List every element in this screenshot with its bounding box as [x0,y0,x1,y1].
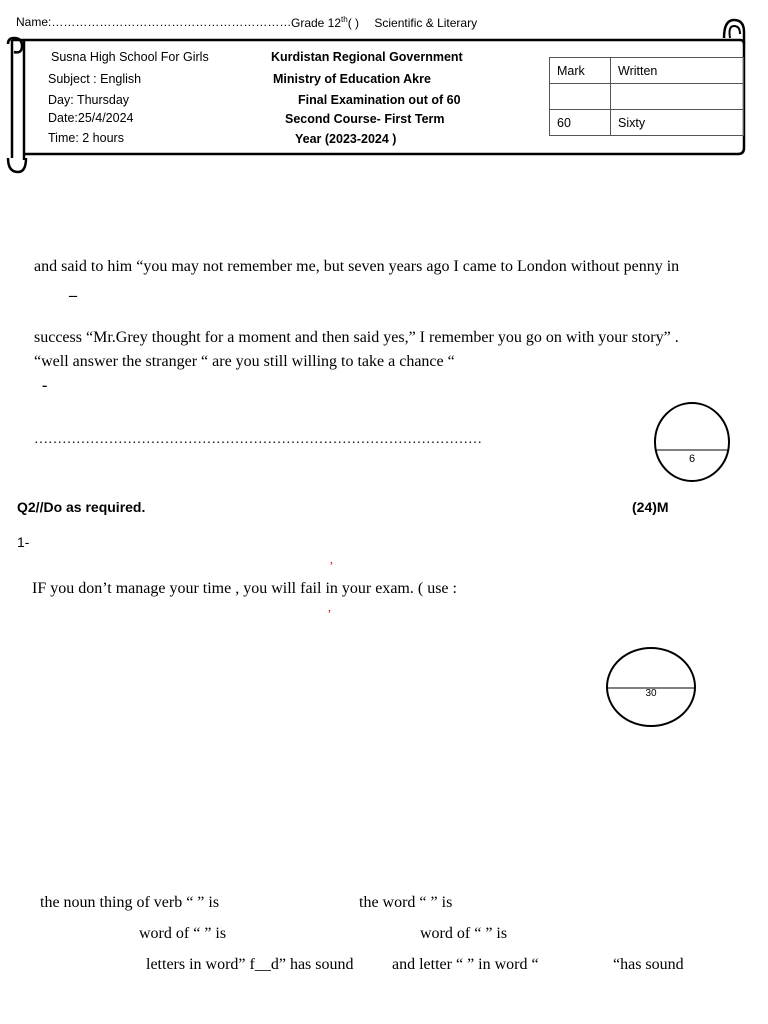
score-circle-shape [606,647,696,727]
day-label: Day: Thursday [48,93,130,107]
vocab-line-a2: the word “ ” is [359,894,453,911]
table-row [550,84,744,110]
passage-dash-1: – [69,287,77,304]
red-comma-mark: , [330,552,333,566]
mark-cell: 60 [550,110,611,136]
year-title: Year (2023-2024 ) [295,132,397,146]
grade-superscript: th [341,15,348,24]
passage-line-1: and said to him “you may not remember me, but seven years ago I came to London without penny in [34,258,680,275]
answer-dotted-line: …………………………………………………………………………………… [34,432,482,447]
score-circle-1 [654,402,730,482]
course-title: Second Course- First Term [285,112,445,126]
written-cell: Sixty [611,110,744,136]
written-header: Written [611,58,744,84]
passage-dash-2: - [42,377,48,394]
mark-header: Mark [550,58,611,84]
marks-table [549,57,744,136]
government-title: Kurdistan Regional Government [271,50,463,64]
score-circle-2 [606,647,696,727]
vocab-line-c2: and letter “ ” in word “ [392,956,539,973]
school-name: Susna High School For Girls [51,50,209,64]
passage-line-2: success “Mr.Grey thought for a moment and then said yes,” I remember you go on with your story” . [34,329,679,346]
q2-title: Q2//Do as required. [17,499,146,515]
written-cell [611,84,744,110]
time-label: Time: 2 hours [48,131,124,145]
score-circle-value: 30 [645,688,657,699]
grade-paren: ( ) [347,16,360,30]
subject-label: Subject : English [48,72,142,86]
vocab-line-c1: letters in word” f__d” has sound [146,956,354,973]
vocab-line-b1: word of “ ” is [139,925,227,942]
table-row [550,58,744,84]
passage-line-3: “well answer the stranger “ are you still willing to take a chance “ [34,353,455,370]
score-circle-shape [654,402,730,482]
q2-sentence: IF you don’t manage your time , you will fail in your exam. ( use : [32,580,457,597]
q2-marks: (24)M [632,499,669,515]
ministry-title: Ministry of Education Akre [273,72,431,86]
vocab-line-b2: word of “ ” is [420,925,508,942]
stream-label: Scientific & Literary [374,16,478,30]
table-row [550,110,744,136]
vocab-line-c3: “has sound [613,956,684,973]
mark-cell [550,84,611,110]
red-comma-mark: , [328,600,331,614]
exam-title: Final Examination out of 60 [298,93,461,107]
score-circle-value: 6 [688,453,696,465]
vocab-line-a1: the noun thing of verb “ ” is [40,894,220,911]
q2-item-number: 1- [17,534,30,550]
grade-text: Grade 12 [291,16,342,30]
date-label: Date:25/4/2024 [48,111,134,125]
name-field-label: Name:…………………………………………………… [16,15,292,29]
